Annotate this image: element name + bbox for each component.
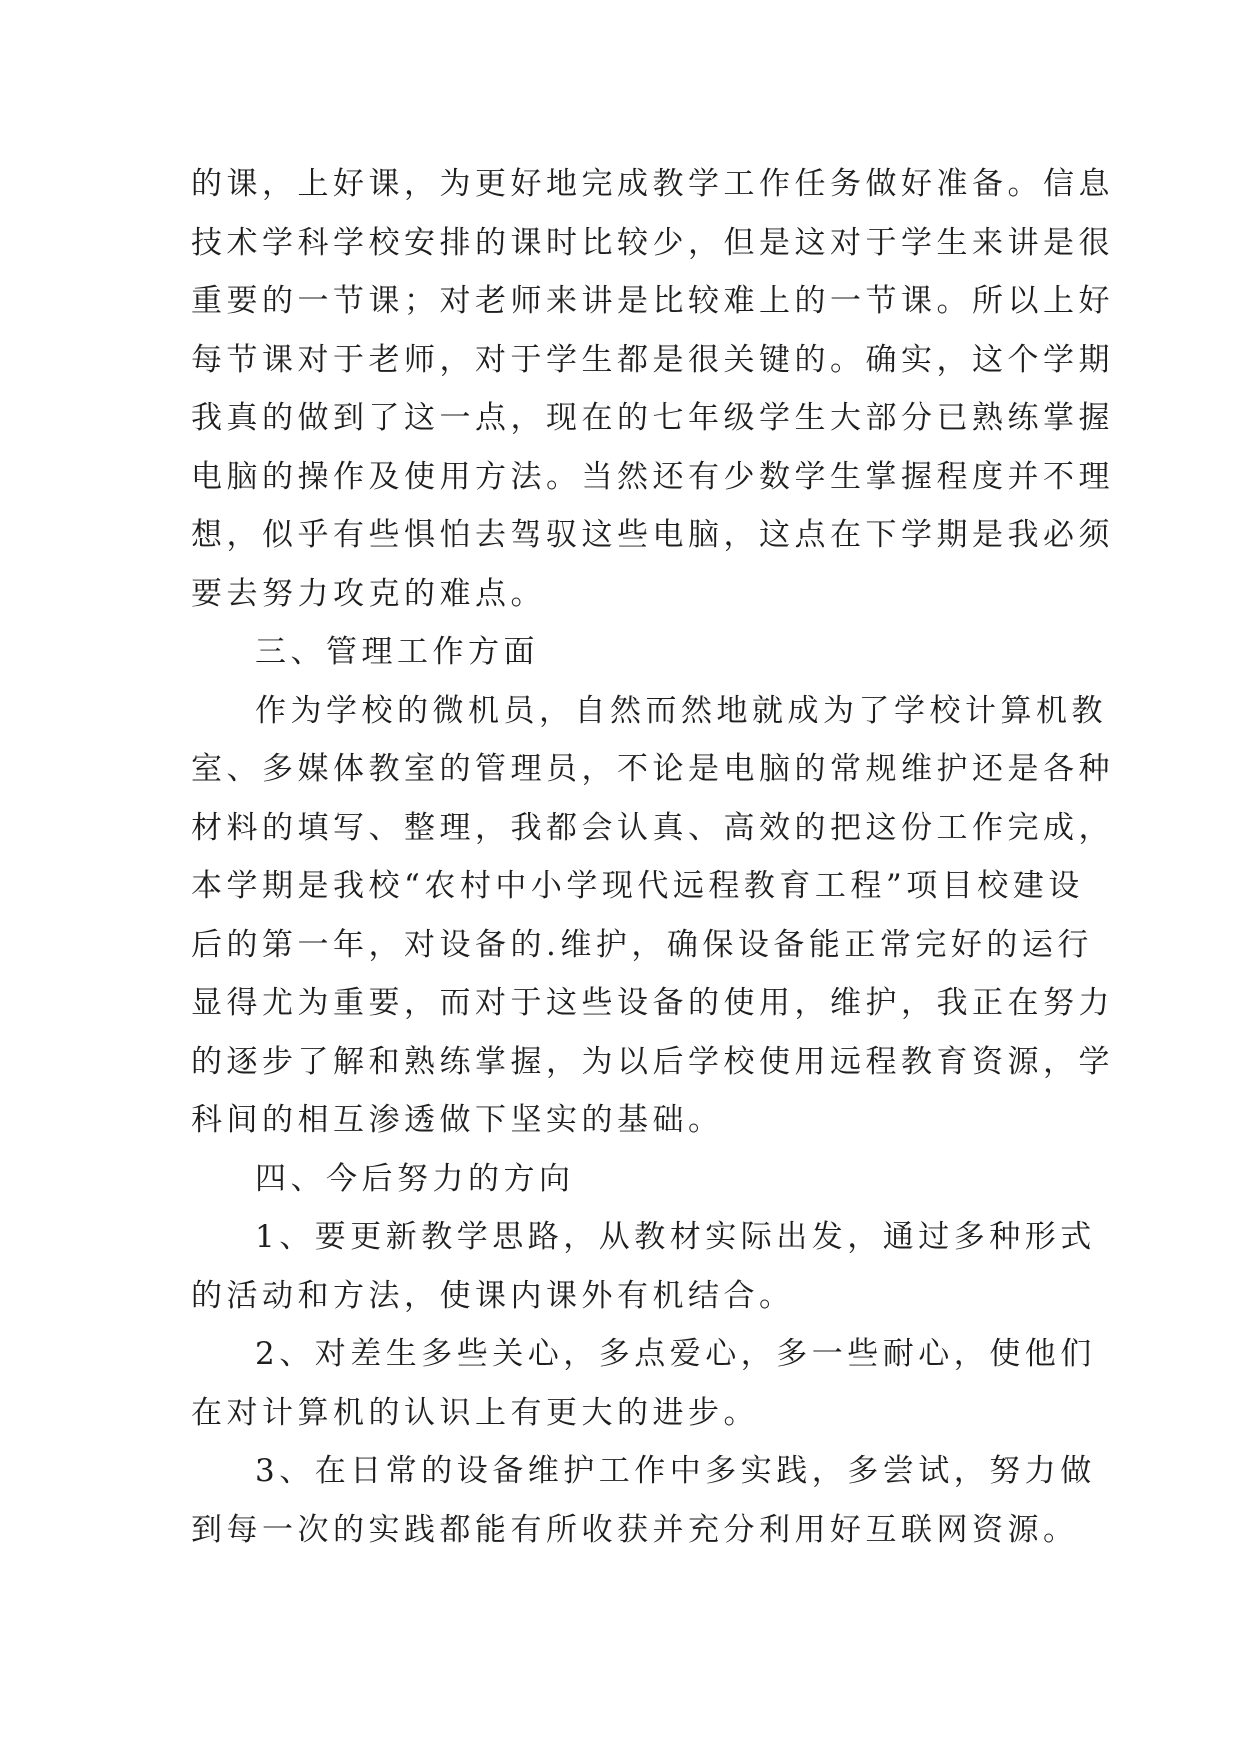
text-line: 本学期是我校“农村中小学现代远程教育工程”项目校建设 <box>191 868 1084 904</box>
text-line: 的逐步了解和熟练掌握，为以后学校使用远程教育资源，学 <box>191 1043 1114 1080</box>
text-line: 2、对差生多些关心，多点爱心，多一些耐心，使他们 <box>255 1336 1096 1372</box>
text-line: 1、要更新教学思路，从教材实际出发，通过多种形式 <box>255 1219 1096 1255</box>
text-line: 3、在日常的设备维护工作中多实践，多尝试，努力做 <box>255 1453 1096 1489</box>
paragraph <box>191 1208 1096 1325</box>
text-line: 室、多媒体教室的管理员，不论是电脑的常规维护还是各种 <box>191 751 1114 787</box>
text-line: 电脑的操作及使用方法。当然还有少数学生掌握程度并不理 <box>191 458 1114 495</box>
text-line: 技术学科学校安排的课时比较少，但是这对于学生来讲是很 <box>191 224 1114 261</box>
text-line: 后的第一年，对设备的.维护，确保设备能正常完好的运行 <box>191 926 1093 963</box>
text-line: 四、今后努力的方向 <box>255 1160 575 1197</box>
text-line: 到每一次的实践都能有所收获并充分利用好互联网资源。 <box>191 1511 1079 1548</box>
text-line: 作为学校的微机员，自然而然地就成为了学校计算机教 <box>255 692 1107 729</box>
text-line: 的课，上好课，为更好地完成教学工作任务做好准备。信息 <box>191 166 1114 202</box>
text-line: 科间的相互渗透做下坚实的基础。 <box>191 1102 724 1138</box>
text-line: 想，似乎有些惧怕去驾驭这些电脑，这点在下学期是我必须 <box>191 517 1114 553</box>
text-line: 我真的做到了这一点，现在的七年级学生大部分已熟练掌握 <box>191 400 1114 436</box>
paragraph <box>191 1442 1096 1559</box>
section-heading <box>191 1150 1056 1209</box>
paragraph <box>191 682 1114 1150</box>
text-line: 显得尤为重要，而对于这些设备的使用，维护，我正在努力 <box>191 985 1114 1021</box>
paragraph <box>191 1325 1096 1442</box>
text-line: 材料的填写、整理，我都会认真、高效的把这份工作完成， <box>191 809 1114 846</box>
text-line: 每节课对于老师，对于学生都是很关键的。确实，这个学期 <box>191 341 1114 378</box>
text-line: 的活动和方法，使课内课外有机结合。 <box>191 1277 795 1314</box>
text-line: 要去努力攻克的难点。 <box>191 575 546 612</box>
document-body <box>191 155 1114 1559</box>
text-line: 重要的一节课；对老师来讲是比较难上的一节课。所以上好 <box>191 283 1114 319</box>
paragraph <box>191 155 1114 623</box>
section-heading <box>191 623 1056 682</box>
text-line: 三、管理工作方面 <box>255 634 539 670</box>
document-page <box>191 155 1114 1559</box>
text-line: 在对计算机的认识上有更大的进步。 <box>191 1394 759 1431</box>
